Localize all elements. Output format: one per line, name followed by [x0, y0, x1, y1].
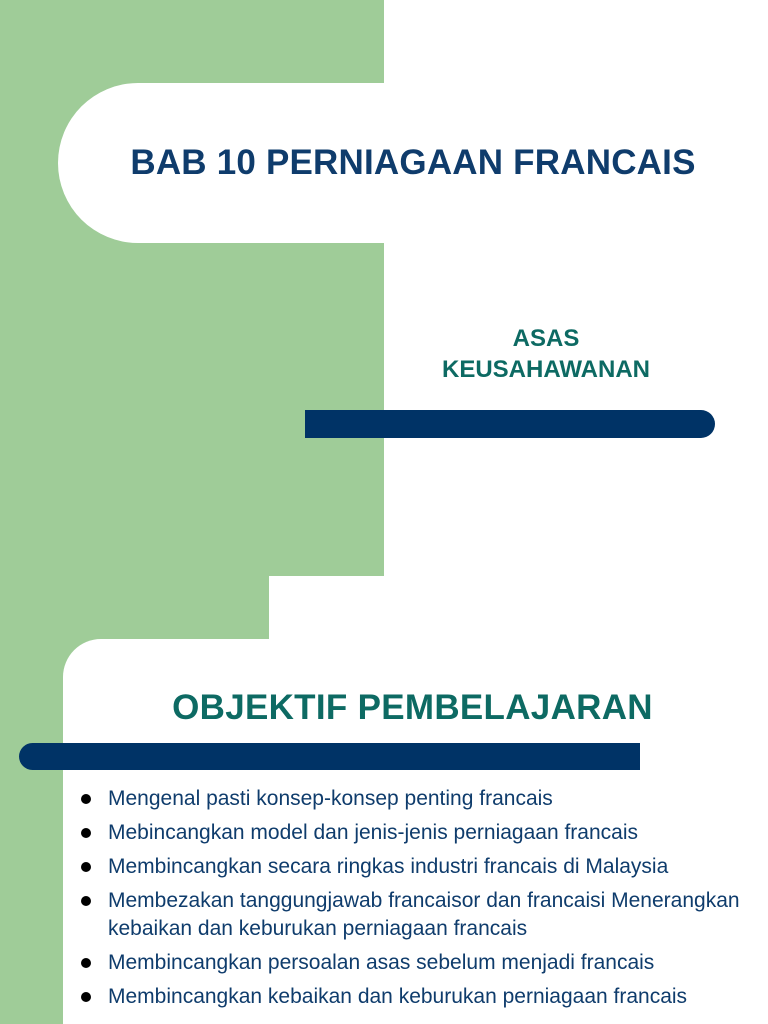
objective-item [78, 819, 758, 847]
bullet-dot-icon [81, 862, 91, 872]
objective-text: Mebincangkan model dan jenis-jenis perniagaan francais [108, 821, 638, 844]
accent-bar [19, 743, 640, 770]
bullet-dot-icon [81, 828, 91, 838]
bullet-dot-icon [81, 896, 91, 906]
objective-item [78, 887, 758, 943]
slide-title: BAB 10 PERNIAGAAN FRANCAIS [130, 143, 696, 182]
objective-text: Membincangkan persoalan asas sebelum menjadi francais [108, 951, 655, 974]
bullet-dot-icon [81, 794, 91, 804]
objective-item [78, 853, 758, 881]
bullet-dot-icon [81, 958, 91, 968]
objective-text: Membezakan tanggungjawab francaisor dan francaisi Menerangkan kebaikan dan keburukan perniagaan francais [108, 889, 740, 940]
objectives-list [78, 785, 758, 1017]
objective-item [78, 983, 758, 1011]
objective-text: Membincangkan secara ringkas industri francais di Malaysia [108, 855, 669, 878]
objective-item [78, 785, 758, 813]
slide-subtitle: ASAS KEUSAHAWANAN [441, 325, 650, 383]
accent-bar [305, 410, 715, 438]
objectives-heading: OBJEKTIF PEMBELAJARAN [172, 688, 653, 727]
objective-text: Mengenal pasti konsep-konsep penting francais [108, 787, 553, 810]
objective-item [78, 949, 758, 977]
bullet-dot-icon [81, 992, 91, 1002]
objective-text: Membincangkan kebaikan dan keburukan perniagaan francais [108, 985, 688, 1008]
objectives-slide [0, 576, 768, 1024]
